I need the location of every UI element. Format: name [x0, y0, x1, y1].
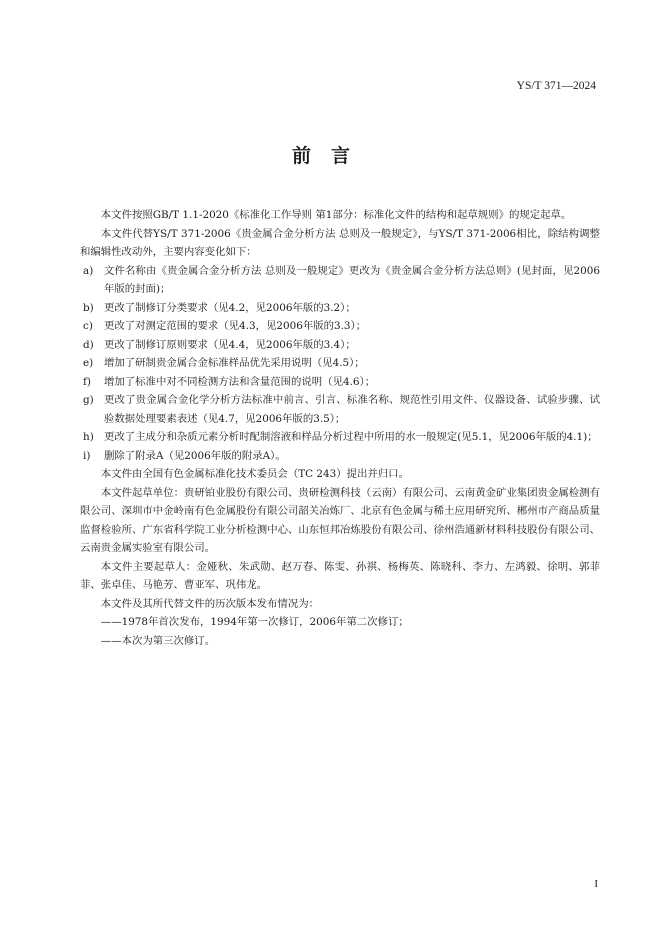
list-item-label: a) [83, 264, 94, 277]
list-item [80, 317, 600, 336]
list-item-label: b) [83, 301, 94, 314]
list-item [80, 354, 600, 373]
list-item-label: c) [83, 320, 93, 332]
paragraph-drafting-units: 本文件起草单位：贵研铂业股份有限公司、贵研检测科技（云南）有限公司、云南黄金矿业集团贵金属检测有限公司、深圳市中金岭南有色金属股份有限公司韶关冶炼厂、北京有色金属与稀土应用研究所、郴州市产商品质量监督检验所、广东省科学院工业分析检测中心、山东恒邦冶炼股份有限公司、徐州浩通新材料科技股份有限公司、云南贵金属实验室有限公司。 [80, 486, 600, 554]
list-item-text: 删除了附录A（见2006年版的附录A）。 [104, 449, 286, 462]
list-item-text: 增加了标准中对不同检测方法和含量范围的说明（见4.6）； [104, 375, 376, 388]
list-item [80, 428, 600, 447]
document-id: YS/T 371—2024 [516, 80, 596, 92]
list-item-text: 增加了研制贵金属合金标准样品优先采用说明（见4.5）； [104, 357, 365, 369]
list-item-text: 更改了主成分和杂质元素分析时配制溶液和样品分析过程中所用的水一般规定(见5.1，见2006年版的4.1)； [104, 431, 598, 443]
list-item [80, 373, 600, 392]
list-item [80, 262, 600, 299]
list-item-label: h) [83, 431, 94, 443]
list-item-label: i) [83, 449, 91, 462]
list-item-text: 更改了对测定范围的要求（见4.3，见2006年版的3.3）； [104, 320, 367, 332]
list-item-text: 更改了制修订原则要求（见4.4，见2006年版的3.4）； [104, 338, 356, 351]
paragraph-drafters: 本文件主要起草人：金娅秋、朱武勋、赵万春、陈雯、孙祺、杨梅英、陈晓科、李力、左鸿毅、徐明、郭菲菲、张卓佳、马艳芳、曹亚军、巩伟龙。 [80, 560, 600, 591]
foreword-body [80, 206, 600, 650]
list-item-label: g) [83, 394, 94, 406]
paragraph-committee: 本文件由全国有色金属标准化技术委员会（TC 243）提出并归口。 [100, 468, 409, 480]
paragraph-drafting-basis: 本文件按照GB/T 1.1-2020《标准化工作导则 第1部分：标准化文件的结构和起草规则》的规定起草。 [100, 209, 572, 221]
list-item [80, 336, 600, 355]
history-line-2: ——本次为第三次修订。 [100, 634, 216, 647]
list-item-label: e) [83, 357, 94, 369]
list-item [80, 299, 600, 318]
list-item [80, 391, 600, 428]
paragraph-replacement: 本文件代替YS/T 371-2006《贵金属合金分析方法 总则及一般规定》，与YS/T 371-2006相比，除结构调整和编辑性改动外，主要内容变化如下： [80, 227, 600, 258]
list-item-text: 更改了贵金属合金化学分析方法标准中前言、引言、标准名称、规范性引用文件、仪器设备、试验步骤、试验数据处理要素表述（见4.7，见2006年版的3.5）； [104, 394, 600, 425]
list-item-text: 文件名称由《贵金属合金分析方法 总则及一般规定》更改为《贵金属合金分析方法总则》(见封面，见2006年版的封面)； [104, 264, 600, 295]
list-item [80, 447, 600, 466]
page-title: 前言 [291, 145, 370, 167]
list-item-label: d) [83, 338, 94, 351]
history-line-1: ——1978年首次发布，1994年第一次修订，2006年第二次修订； [100, 616, 409, 628]
list-item-text: 更改了制修订分类要求（见4.2，见2006年版的3.2）； [104, 301, 356, 314]
paragraph-history-intro: 本文件及其所代替文件的历次版本发布情况为： [100, 597, 319, 610]
list-item-label: f) [83, 375, 91, 388]
page-number: I [594, 878, 598, 890]
